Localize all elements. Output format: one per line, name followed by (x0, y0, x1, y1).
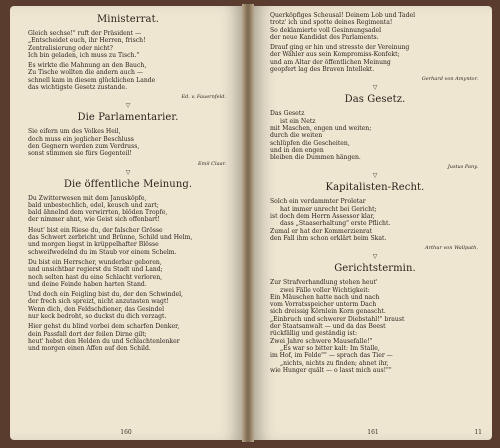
poem-line: und deine Feinde haben harten Stand. (28, 280, 147, 288)
poem-line: schnell kam in diesem glücklichen Lande (28, 76, 156, 84)
poem-body (28, 30, 228, 91)
poem-body (270, 110, 480, 161)
stanza (28, 227, 228, 256)
poem-line: trotz' ich und spotte deines Regimenta! (270, 19, 393, 27)
poem-line: Ich bin geladen, ich muss zu Tisch." (28, 51, 140, 59)
poem-author: Ed. v. Fauernfeld. (181, 94, 226, 101)
poem-line: Wenn dich, den Feldschdiener, das Gesindel (28, 305, 165, 313)
poem-line: den Gegnern werden zum Verdruss, (28, 142, 140, 150)
poem-line: und morgen liegst in krüppelhafter Blösse (28, 241, 159, 249)
poem-author: Justus Pany. (447, 164, 478, 171)
poem-line: und in den engen (270, 146, 324, 154)
poem-line: ist doch dem Herrn Assessor klar, (270, 213, 375, 221)
poem-line: „nichts, nichts zu finden; ahnet ihr, (280, 359, 389, 367)
stanza (28, 62, 228, 91)
poem-author: Arthur von Wallpath. (425, 245, 478, 252)
poem-title: Ministerrat. (96, 14, 160, 25)
stanza (28, 195, 228, 224)
poem-line: rückfällig und geständig ist: (270, 330, 358, 338)
poem-line: Zu Tische wollten die andern auch — (28, 69, 143, 77)
ornament-divider: ▽ (372, 84, 378, 92)
poem-line: schlüpfen die Gescheiten, (270, 139, 350, 147)
poem-line: mit Maschen, engen und weiten; (270, 124, 372, 132)
poem-line: „Entscheidet euch, ihr Herren, frisch! (28, 37, 146, 45)
poem-line: Zwei Jahre schwere Mausefalle!" (270, 337, 373, 345)
poem-line: „Einbruch und schwerer Diebstahl!" braust (270, 315, 405, 323)
poem-line: heut' hebst den Helden du und Schlachtenlenker (28, 337, 180, 345)
poem-title: Das Gesetz. (344, 94, 406, 106)
poem-line: im Hof, im Felde"" — sprach das Tier — (270, 352, 393, 360)
poem-title: Die Parlamentarier. (77, 112, 179, 124)
poem-line: der nimmer ahnt, wie Geist sich offenbart! (28, 216, 160, 224)
poem-line: Das Gesetz (270, 110, 305, 118)
right-page-content (254, 6, 492, 440)
poem-line: und morgen einen Affen auf den Schild. (28, 345, 151, 353)
stanza (28, 30, 228, 59)
signature-mark: 11 (474, 429, 482, 436)
poem-line: geopfert lag des Braven Intellekt. (270, 66, 375, 74)
page-number: 160 (120, 429, 132, 436)
poem-line: „Es war so bitter kalt: Im Stalle, (280, 344, 380, 352)
poem-author: Emil Claar. (198, 160, 226, 167)
poem-line: sonst stimmen sie fürs Gegenteil! (28, 150, 132, 158)
stanza (270, 198, 480, 242)
poem-line: Drauf ging er hin und stresste der Vereinung (270, 44, 410, 52)
poem-line: doch muss ein jeglicher Beschluss (28, 135, 134, 143)
poem-line: dass „Staaserhaltung" erste Pflicht. (280, 220, 391, 228)
poem-body (28, 195, 228, 353)
poem-line: schweifwedelnd du im Staub vor einem Schelm. (28, 248, 177, 256)
poem-line: Es wirkte die Mahnung an den Bauch, (28, 62, 147, 70)
poem-line: dein Passfall dort der feilen Dirne gilt; (28, 330, 147, 338)
poem-line: bald ähnelnd dem verwirrten, blöden Tropfe, (28, 209, 168, 217)
poem-line: der Staatsanwalt — und da das Beest (270, 323, 386, 331)
right-page (254, 6, 492, 440)
poem-line: den Fall ihm schon erklärt beim Skat. (270, 234, 387, 242)
poem-title: Kapitalisten-Recht. (325, 182, 425, 194)
poem-line: Zentralisierung oder nicht? (28, 44, 113, 52)
poem-line: durch die weiten (270, 132, 323, 140)
poem-line: Du bist ein Herrscher, wunderbar geboren, (28, 258, 162, 266)
poem-line: Sie eifern um des Volkes Heil, (28, 128, 121, 136)
ornament-divider: ▽ (125, 168, 131, 176)
poem-body (270, 198, 480, 242)
poem-line: So deklamierte voll Gesinnungsadel (270, 26, 382, 34)
poem-line: das wichtigste Gesetz zustande. (28, 84, 128, 92)
stanza (270, 12, 480, 41)
poem-line: Zumal er hat der Kommerzienrat (270, 227, 373, 235)
stanza (270, 279, 480, 374)
poem-line: der neue Kandidat des Parlaments. (270, 33, 379, 41)
poem-line: Gleich sechse!" ruft der Präsident — (28, 30, 142, 37)
poem-line: noch selten hast du eine Schlacht verloren, (28, 273, 163, 281)
poem-line: Heut' bist ein Riese du, der falscher Grösse (28, 226, 163, 234)
poem-line: Ein Mäuschen hatte nach und nach (270, 293, 380, 301)
poem-line: zwei Fälle voller Wichtigkeit: (280, 286, 370, 294)
stanza (28, 323, 228, 352)
poem-title: Die öffentliche Meinung. (63, 178, 193, 190)
left-page-content (10, 6, 242, 440)
left-page (10, 6, 242, 440)
poem-line: und am Altar der öffentlichen Meinung (270, 58, 391, 66)
ornament-divider: ▽ (372, 172, 378, 180)
stanza (28, 259, 228, 288)
stanza (28, 291, 228, 320)
poem-line: der Wähler aus sein Kompromiss-Konfekt; (270, 51, 400, 59)
page-number: 161 (367, 429, 379, 436)
stanza (270, 110, 480, 161)
poem-line: vom Vorratsspeicher unterm Dach (270, 301, 377, 309)
poem-line: Zur Strafverhandlung stehen heut' (270, 279, 378, 287)
poem-line: der frech sich spreizt, nicht anzutasten wagt! (28, 298, 169, 306)
poem-line: Du Zwitterwesen mit dem Janusköpfe, (28, 194, 147, 202)
poem-line: wie Hunger quält — o lasst mich aus!"" (270, 366, 392, 374)
poem-line: sich dreissig Körnlein Korn genascht. (270, 308, 386, 316)
ornament-divider: ▽ (125, 102, 131, 110)
poem-line: Und doch ein Feigling bist du, der den Schwindel, (28, 291, 183, 299)
stanza (270, 44, 480, 73)
poem-line: hat immer unrecht bei Gericht; (280, 205, 377, 213)
poem-body (270, 279, 480, 374)
poem-body (270, 12, 480, 73)
book-gutter (242, 4, 254, 442)
poem-body (28, 128, 228, 157)
poem-author: Gerhard von Amyntor. (421, 76, 478, 83)
poem-line: Solch ein verdammter Proletar (270, 198, 366, 206)
ornament-divider: ▽ (372, 253, 378, 261)
poem-line: ist ein Netz (280, 117, 316, 125)
poem-line: das Schwert zerbricht und Brünne, Schild und Helm, (28, 234, 193, 242)
poem-line: und unsichtbar regierst du Stadt und Land; (28, 266, 163, 274)
poem-line: nur keck bedroht, so duckst du dich verzagt. (28, 313, 167, 321)
poem-title: Gerichtstermin. (334, 263, 416, 275)
poem-line: bald unbestechlich, edel, keusch und zart; (28, 201, 159, 209)
poem-line: Hier gehst du blind vorbei dem scharfen Denker, (28, 323, 180, 331)
stanza (28, 128, 228, 157)
poem-line: Querköpfiges Scheusal! Deinem Lob und Tadel (270, 12, 416, 19)
poem-line: bleiben die Dummen hängen. (270, 154, 361, 162)
